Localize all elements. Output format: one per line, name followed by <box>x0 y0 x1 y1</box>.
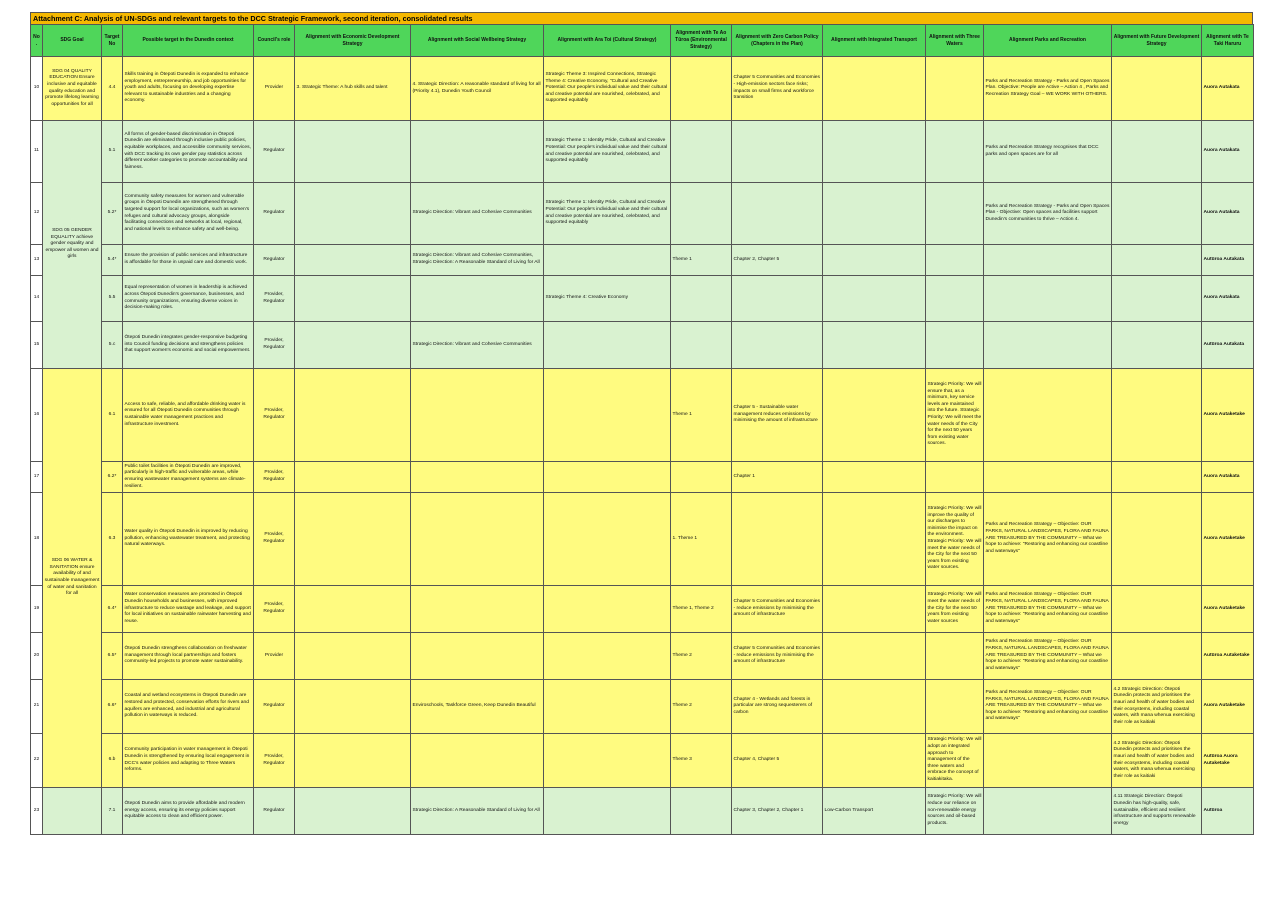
sdg-goal-cell: SDG 04 QUALITY EDUCATION Ensure inclusive and equitable quality education and promote lifelong learning opportunities for all <box>43 57 102 121</box>
te-taki-cell: Auora Autakata <box>1202 121 1254 183</box>
target-number-cell: 5.1 <box>102 121 123 183</box>
social-cell: Strategic Direction: Vibrant and Cohesive Communities <box>411 322 544 369</box>
fds-cell: 4.11 Strategic Direction: Ōtepoti Dunedin has high-quality, safe, sustainable, efficient and resilient infrastructure and supports renewable energy <box>1112 788 1202 835</box>
col-header: Alignment with Economic Development Strategy <box>295 25 411 57</box>
aratoi-cell <box>544 633 671 680</box>
te-taki-cell: Auora Autaketake <box>1202 680 1254 734</box>
transport-cell <box>823 586 926 633</box>
fds-cell <box>1112 121 1202 183</box>
row-number-cell: 12 <box>31 183 43 245</box>
fds-cell <box>1112 57 1202 121</box>
transport-cell <box>823 183 926 245</box>
table-row <box>31 276 1254 322</box>
row-number-cell: 13 <box>31 245 43 276</box>
col-header: No. <box>31 25 43 57</box>
parks-cell: Parks and Recreation Strategy recognises that DCC parks and open spaces are for all <box>984 121 1112 183</box>
te-taki-cell: Auora Autakata <box>1202 276 1254 322</box>
zero-carbon-cell: Chapter 4, Chapter 5 <box>732 734 823 788</box>
zero-carbon-cell: Chapter 5 Communities and Economies - reduce emissions by minimising the amount of infrastructure <box>732 586 823 633</box>
col-header: Alignment with Social Wellbeing Strategy <box>411 25 544 57</box>
te-taki-cell: Auora Autakata <box>1202 57 1254 121</box>
fds-cell <box>1112 462 1202 493</box>
zero-carbon-cell: Chapter 5 Communities and Economies - High-emission sectors face risks; impacts on small firms and workforce transition <box>732 57 823 121</box>
fds-cell <box>1112 369 1202 462</box>
role-cell: Provider, Regulator <box>254 276 295 322</box>
target-context-cell: Community safety measures for women and vulnerable groups in Ōtepoti Dunedin are strengthened through targeted support for local organizations, such as women's refuges and cultural advocacy groups, alongside facilitating connections and networks at local, regional, and national levels to enhance safety and well-being. <box>123 183 254 245</box>
target-context-cell: Coastal and wetland ecosystems in Ōtepoti Dunedin are restored and protected, conservation efforts for rivers and aquifers are enhanced, and industrial and agricultural pollution in waterways is reduced. <box>123 680 254 734</box>
target-context-cell: Water quality in Ōtepoti Dunedin is improved by reducing pollution, enhancing wastewater treatment, and protecting natural waterways. <box>123 493 254 586</box>
parks-cell <box>984 734 1112 788</box>
row-number-cell: 17 <box>31 462 43 493</box>
role-cell: Regulator <box>254 183 295 245</box>
te-taki-cell: Auora Autaketake <box>1202 586 1254 633</box>
econ-cell <box>295 322 411 369</box>
aratoi-cell <box>544 462 671 493</box>
zero-carbon-cell <box>732 121 823 183</box>
fds-cell: 4.2 Strategic Direction: Ōtepoti Dunedin protects and prioritises the mauri and health of water bodies and their ecosystems, including coastal waters, with mana whenua exercising their role as kaitiaki <box>1112 680 1202 734</box>
col-header: Council's role <box>254 25 295 57</box>
col-header: Alignment with Zero Carbon Policy (Chapters in the Plan) <box>732 25 823 57</box>
row-number-cell: 19 <box>31 586 43 633</box>
row-number-cell: 11 <box>31 121 43 183</box>
target-number-cell: 6.2* <box>102 462 123 493</box>
col-header: Alignment with Ara Toi (Cultural Strategy) <box>544 25 671 57</box>
fds-cell <box>1112 633 1202 680</box>
te-taki-cell: Auora Autakata <box>1202 183 1254 245</box>
target-context-cell: Ōtepoti Dunedin strengthens collaboration on freshwater management through local partnerships and fosters community-led projects to promote water sustainability. <box>123 633 254 680</box>
econ-cell <box>295 183 411 245</box>
transport-cell <box>823 680 926 734</box>
three-waters-cell: Strategic Priority: We will improve the quality of our discharges to minimise the impact on the environment. Strategic Priority: We will meet the water needs of the City for the next 50 years from existing water sources. <box>926 493 984 586</box>
transport-cell <box>823 734 926 788</box>
social-cell <box>411 276 544 322</box>
target-context-cell: Public toilet facilities in Ōtepoti Dunedin are improved, particularly in high-traffic and vulnerable areas, while ensuring wastewater management systems are climate-resilient. <box>123 462 254 493</box>
target-number-cell: 5.c <box>102 322 123 369</box>
target-context-cell: Ōtepoti Dunedin aims to provide affordable and modern energy access, ensuring its energy policies support equitable access to clean and efficient power. <box>123 788 254 835</box>
table-row <box>31 57 1254 121</box>
table-row <box>31 734 1254 788</box>
transport-cell <box>823 322 926 369</box>
parks-cell <box>984 245 1112 276</box>
teao-cell <box>671 322 732 369</box>
transport-cell <box>823 276 926 322</box>
target-context-cell: Equal representation of women in leadership is achieved across Ōtepoti Dunedin's governance, businesses, and community organizations, ensuring diverse voices in decision-making roles. <box>123 276 254 322</box>
target-context-cell: All forms of gender-based discrimination in Ōtepoti Dunedin are eliminated through inclusive public policies, equitable workplaces, and accessible community services, with DCC tracking its own gender pay statistics across different worker categories to promote accountability and fairness. <box>123 121 254 183</box>
aratoi-cell <box>544 322 671 369</box>
three-waters-cell <box>926 57 984 121</box>
table-row <box>31 245 1254 276</box>
social-cell <box>411 369 544 462</box>
col-header: Alignment with Three Waters <box>926 25 984 57</box>
zero-carbon-cell: Chapter 5 - Sustainable water management reduces emissions by minimising the amount of infrastructure <box>732 369 823 462</box>
social-cell: 4. Strategic Direction: A reasonable standard of living for all (Priority 4.1), Dunedin Youth Council <box>411 57 544 121</box>
row-number-cell: 21 <box>31 680 43 734</box>
row-number-cell: 14 <box>31 276 43 322</box>
zero-carbon-cell: Chapter 5 Communities and Economies - reduce emissions by minimising the amount of infrastructure <box>732 633 823 680</box>
three-waters-cell: Strategic Priority: We will ensure that, as a minimum, key service levels are maintained into the future. Strategic Priority: We will meet the water needs of the City for the next 50 years from existing water sources. <box>926 369 984 462</box>
table-row <box>31 680 1254 734</box>
three-waters-cell <box>926 245 984 276</box>
transport-cell <box>823 633 926 680</box>
fds-cell <box>1112 245 1202 276</box>
row-number-cell: 16 <box>31 369 43 462</box>
social-cell: Strategic Direction: A Reasonable Standard of Living for All <box>411 788 544 835</box>
target-number-cell: 7.1 <box>102 788 123 835</box>
econ-cell <box>295 245 411 276</box>
aratoi-cell <box>544 245 671 276</box>
teao-cell <box>671 183 732 245</box>
econ-cell <box>295 369 411 462</box>
teao-cell: Theme 2 <box>671 633 732 680</box>
sdg-goal-cell: SDG 05 GENDER EQUALITY achieve gender equality and empower all women and girls <box>43 121 102 369</box>
role-cell: Provider, Regulator <box>254 734 295 788</box>
role-cell: Regulator <box>254 788 295 835</box>
teao-cell: Theme 1, Theme 2 <box>671 586 732 633</box>
teao-cell <box>671 121 732 183</box>
teao-cell <box>671 276 732 322</box>
parks-cell <box>984 322 1112 369</box>
role-cell: Provider, Regulator <box>254 493 295 586</box>
econ-cell <box>295 276 411 322</box>
parks-cell: Parks and Recreation Strategy – Objective: OUR PARKS, NATURAL LANDSCAPES, FLORA AND FAUNA ARE TREASURED BY THE COMMUNITY – What we hope to achieve: "Restoring and enhancing our coastline and waterways" <box>984 633 1112 680</box>
col-header: Target No <box>102 25 123 57</box>
col-header: Alignment with Te Ao Tūroa (Environmental Strategy) <box>671 25 732 57</box>
social-cell <box>411 493 544 586</box>
te-taki-cell: Autūroa Autaketake <box>1202 633 1254 680</box>
social-cell <box>411 586 544 633</box>
three-waters-cell <box>926 121 984 183</box>
row-number-cell: 23 <box>31 788 43 835</box>
parks-cell: Parks and Recreation Strategy - Parks and Open Spaces Plan. Objective: People are Active – Action 4 , Parks and Recreation Strategy Goal – WE WORK WITH OTHERS. <box>984 57 1112 121</box>
zero-carbon-cell: Chapter 3, Chapter 2, Chapter 1 <box>732 788 823 835</box>
target-context-cell: Water conservation measures are promoted in Ōtepoti Dunedin households and businesses, with improved infrastructure to reduce wastage and leakage, and support for local initiatives on sustainable rainwater harvesting and reuse. <box>123 586 254 633</box>
target-context-cell: Ōtepoti Dunedin integrates gender-responsive budgeting into Council funding decisions and strengthens policies that support women's economic and social empowerment. <box>123 322 254 369</box>
fds-cell: 4.2 Strategic Direction: Ōtepoti Dunedin protects and prioritises the mauri and health of water bodies and their ecosystems, including coastal waters, with mana whenua exercising their role as kaitiaki <box>1112 734 1202 788</box>
col-header: Possible target in the Dunedin context <box>123 25 254 57</box>
aratoi-cell <box>544 369 671 462</box>
three-waters-cell <box>926 322 984 369</box>
three-waters-cell <box>926 276 984 322</box>
three-waters-cell: Strategic Priority: We will meet the water needs of the City for the next 50 years from existing water sources <box>926 586 984 633</box>
transport-cell <box>823 121 926 183</box>
target-number-cell: 6.b <box>102 734 123 788</box>
target-context-cell: Access to safe, reliable, and affordable drinking water is ensured for all Ōtepoti Dunedin communities through sustainable water management practices and infrastructure investment. <box>123 369 254 462</box>
social-cell <box>411 734 544 788</box>
zero-carbon-cell <box>732 183 823 245</box>
three-waters-cell <box>926 633 984 680</box>
target-number-cell: 6.6* <box>102 680 123 734</box>
fds-cell <box>1112 586 1202 633</box>
aratoi-cell <box>544 493 671 586</box>
social-cell: Enviroschools, Taskforce Green, Keep Dunedin Beautiful <box>411 680 544 734</box>
zero-carbon-cell <box>732 276 823 322</box>
table-row <box>31 462 1254 493</box>
aratoi-cell <box>544 586 671 633</box>
econ-cell <box>295 462 411 493</box>
transport-cell <box>823 493 926 586</box>
transport-cell <box>823 245 926 276</box>
social-cell: Strategic Direction: Vibrant and Cohesive Communities <box>411 183 544 245</box>
parks-cell: Parks and Recreation Strategy – Objective: OUR PARKS, NATURAL LANDSCAPES, FLORA AND FAUNA ARE TREASURED BY THE COMMUNITY – What we hope to achieve: "Restoring and enhancing our coastline and waterways" <box>984 680 1112 734</box>
aratoi-cell <box>544 788 671 835</box>
zero-carbon-cell: Chapter 2, Chapter 5 <box>732 245 823 276</box>
role-cell: Regulator <box>254 121 295 183</box>
target-number-cell: 5.5 <box>102 276 123 322</box>
teao-cell: Theme 3 <box>671 734 732 788</box>
parks-cell: Parks and Recreation Strategy – Objective: OUR PARKS, NATURAL LANDSCAPES, FLORA AND FAUNA ARE TREASURED BY THE COMMUNITY – What we hope to achieve: "Restoring and enhancing our coastline and waterways" <box>984 493 1112 586</box>
sheet-title: Attachment C: Analysis of UN-SDGs and relevant targets to the DCC Strategic Framework, second iteration, consolidated results <box>30 12 1253 24</box>
transport-cell <box>823 462 926 493</box>
three-waters-cell: Strategic Priority: We will reduce our reliance on non-renewable energy sources and oil-based products. <box>926 788 984 835</box>
econ-cell <box>295 788 411 835</box>
table-row <box>31 322 1254 369</box>
parks-cell <box>984 788 1112 835</box>
fds-cell <box>1112 276 1202 322</box>
econ-cell <box>295 680 411 734</box>
col-header: Alignment with Te Taki Haruru <box>1202 25 1254 57</box>
target-context-cell: Skills training in Ōtepoti Dunedin is expanded to enhance employment, entrepreneurship, and job opportunities for youth and adults, focusing on developing expertise relevant to sustainable industries and a changing economy. <box>123 57 254 121</box>
target-number-cell: 5.4* <box>102 245 123 276</box>
aratoi-cell: Strategic Theme 3: Inspired Connections, Strategic Theme 4: Creative Economy, "Cultural and Creative Potential: Our people's individual value and their cultural and creative potential are nourished, celebrated, and supported equitably <box>544 57 671 121</box>
table-row <box>31 633 1254 680</box>
col-header: Alignment Parks and Recreation <box>984 25 1112 57</box>
te-taki-cell: Autūroa <box>1202 788 1254 835</box>
social-cell <box>411 121 544 183</box>
parks-cell <box>984 276 1112 322</box>
teao-cell <box>671 788 732 835</box>
row-number-cell: 22 <box>31 734 43 788</box>
three-waters-cell <box>926 183 984 245</box>
spreadsheet <box>30 12 1253 835</box>
te-taki-cell: Autūroa Autakata <box>1202 245 1254 276</box>
social-cell: Strategic Direction: Vibrant and Cohesive Communities, Strategic Direction: A Reasonable Standard of Living for All <box>411 245 544 276</box>
parks-cell <box>984 369 1112 462</box>
social-cell <box>411 462 544 493</box>
econ-cell <box>295 121 411 183</box>
role-cell: Provider, Regulator <box>254 369 295 462</box>
aratoi-cell <box>544 680 671 734</box>
target-number-cell: 5.2* <box>102 183 123 245</box>
table-row <box>31 121 1254 183</box>
target-number-cell: 4.4 <box>102 57 123 121</box>
econ-cell: 3. Strategic Theme: A hub skills and talent <box>295 57 411 121</box>
header-row <box>31 25 1254 57</box>
role-cell: Regulator <box>254 245 295 276</box>
aratoi-cell: Strategic Theme 4: Creative Economy <box>544 276 671 322</box>
target-number-cell: 6.4* <box>102 586 123 633</box>
table-row <box>31 493 1254 586</box>
sdg-goal-cell: SDG 06 WATER & SANITATION ensure availability of and sustainable management of water and sanitation for all <box>43 369 102 788</box>
aratoi-cell: Strategic Theme 1: Identity Pride, Cultural and Creative Potential: Our people's individual value and their cultural and creative potential are nourished, celebrated, and supported equitably <box>544 121 671 183</box>
role-cell: Provider, Regulator <box>254 322 295 369</box>
three-waters-cell <box>926 462 984 493</box>
table-row <box>31 788 1254 835</box>
col-header: SDG Goal <box>43 25 102 57</box>
parks-cell: Parks and Recreation Strategy – Objective: OUR PARKS, NATURAL LANDSCAPES, FLORA AND FAUNA ARE TREASURED BY THE COMMUNITY – What we hope to achieve: "Restoring and enhancing our coastline and waterways" <box>984 586 1112 633</box>
teao-cell <box>671 462 732 493</box>
role-cell: Provider, Regulator <box>254 462 295 493</box>
teao-cell: 1. Theme 1 <box>671 493 732 586</box>
teao-cell: Theme 1 <box>671 369 732 462</box>
three-waters-cell: Strategic Priority: We will adopt an integrated approach to management of the three waters and embrace the concept of kaitiakitaka. <box>926 734 984 788</box>
target-number-cell: 6.3 <box>102 493 123 586</box>
te-taki-cell: Auora Autaketake <box>1202 369 1254 462</box>
col-header: Alignment with Future Development Strategy <box>1112 25 1202 57</box>
te-taki-cell: Autūroa Auora Autaketake <box>1202 734 1254 788</box>
te-taki-cell: Auora Autaketake <box>1202 493 1254 586</box>
zero-carbon-cell: Chapter 1 <box>732 462 823 493</box>
fds-cell <box>1112 322 1202 369</box>
teao-cell: Theme 1 <box>671 245 732 276</box>
table-row <box>31 586 1254 633</box>
transport-cell: Low-Carbon Transport <box>823 788 926 835</box>
te-taki-cell: Auora Autakata <box>1202 462 1254 493</box>
zero-carbon-cell <box>732 322 823 369</box>
target-context-cell: Community participation in water management in Ōtepoti Dunedin is strengthened by ensuring local engagement in DCC's water policies and adapting to Three Waters reforms. <box>123 734 254 788</box>
aratoi-cell: Strategic Theme 1: Identity Pride, Cultural and Creative Potential: Our people's individual value and their cultural and creative potential are nourished, celebrated, and supported equitably <box>544 183 671 245</box>
econ-cell <box>295 586 411 633</box>
transport-cell <box>823 57 926 121</box>
role-cell: Regulator <box>254 680 295 734</box>
te-taki-cell: Autūroa Autakata <box>1202 322 1254 369</box>
fds-cell <box>1112 493 1202 586</box>
target-context-cell: Ensure the provision of public services and infrastructure is affordable for those in unpaid care and domestic work. <box>123 245 254 276</box>
social-cell <box>411 633 544 680</box>
target-number-cell: 6.5* <box>102 633 123 680</box>
row-number-cell: 15 <box>31 322 43 369</box>
sdg-goal-cell <box>43 788 102 835</box>
role-cell: Provider <box>254 633 295 680</box>
fds-cell <box>1112 183 1202 245</box>
parks-cell: Parks and Recreation Strategy - Parks and Open Spaces Plan - Objective: Open spaces and facilities support Dunedin's communities to thrive – Action 4. <box>984 183 1112 245</box>
teao-cell <box>671 57 732 121</box>
transport-cell <box>823 369 926 462</box>
table-row <box>31 183 1254 245</box>
row-number-cell: 18 <box>31 493 43 586</box>
econ-cell <box>295 734 411 788</box>
teao-cell: Theme 2 <box>671 680 732 734</box>
zero-carbon-cell: Chapter 4 - Wetlands and forests in particular are strong sequesterers of carbon <box>732 680 823 734</box>
zero-carbon-cell <box>732 493 823 586</box>
role-cell: Provider <box>254 57 295 121</box>
aratoi-cell <box>544 734 671 788</box>
analysis-table <box>30 24 1254 835</box>
row-number-cell: 10 <box>31 57 43 121</box>
target-number-cell: 6.1 <box>102 369 123 462</box>
econ-cell <box>295 493 411 586</box>
row-number-cell: 20 <box>31 633 43 680</box>
econ-cell <box>295 633 411 680</box>
col-header: Alignment with Integrated Transport <box>823 25 926 57</box>
role-cell: Provider, Regulator <box>254 586 295 633</box>
parks-cell <box>984 462 1112 493</box>
three-waters-cell <box>926 680 984 734</box>
table-row <box>31 369 1254 462</box>
